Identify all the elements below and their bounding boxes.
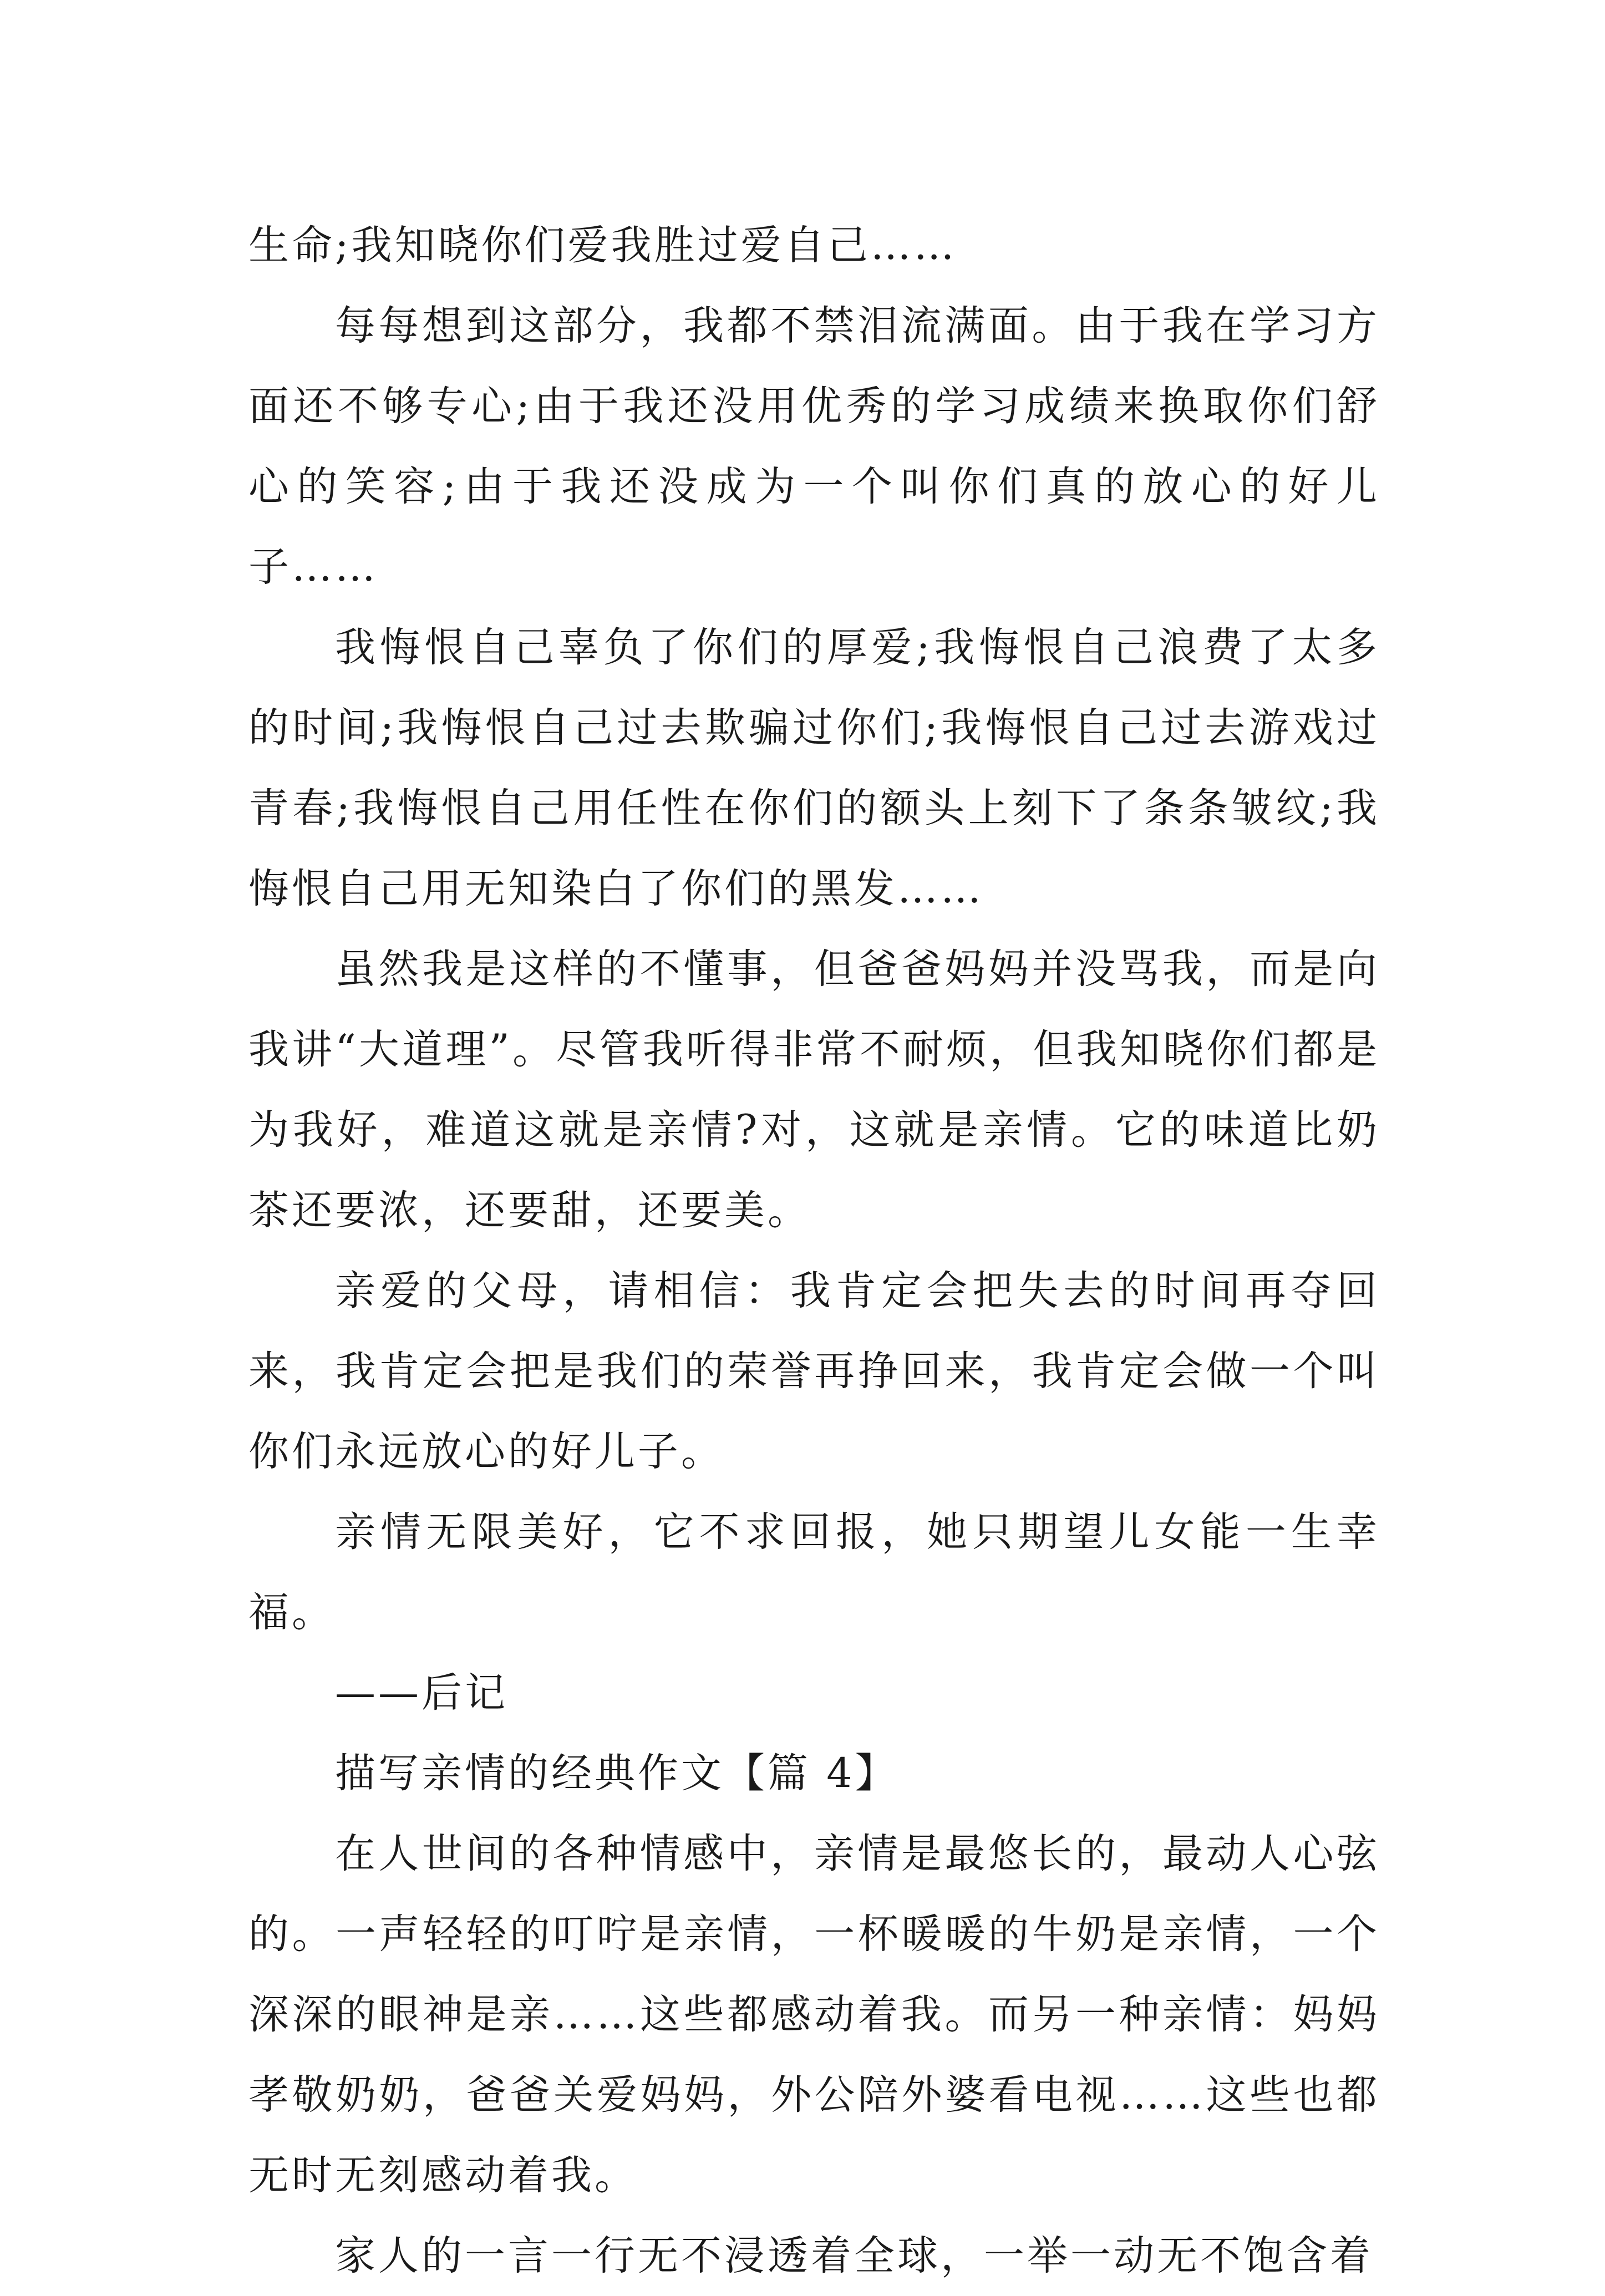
section-heading: 描写亲情的经典作文【篇 4】 xyxy=(335,1750,898,1797)
paragraph-3: 我悔恨自己辜负了你们的厚爱;我悔恨自己浪费了太多的时间;我悔恨自己过去欺骗过你们;我悔恨自己过去游戏过青春;我悔恨自己用任性在你们的额头上刻下了条条皱纹;我悔恨自己用无知染白了你们的黑发…… xyxy=(248,624,1380,912)
paragraph-7: 在人世间的各种情感中，亲情是最悠长的，最动人心弦的。一声轻轻的叮咛是亲情，一杯暖暖的牛奶是亲情，一个深深的眼神是亲……这些都感动着我。而另一种亲情：妈妈孝敬奶奶，爸爸关爱妈妈，外公陪外婆看电视……这些也都无时无刻感动着我。 xyxy=(248,1830,1380,2199)
paragraph-6: 亲情无限美好，它不求回报，她只期望儿女能一生幸福。 xyxy=(248,1508,1380,1636)
paragraph-2: 每每想到这部分，我都不禁泪流满面。由于我在学习方面还不够专心;由于我还没用优秀的学习成绩来换取你们舒心的笑容;由于我还没成为一个叫你们真的放心的好儿子…… xyxy=(248,302,1380,591)
paragraph-5: 亲爱的父母，请相信：我肯定会把失去的时间再夺回来，我肯定会把是我们的荣誉再挣回来，我肯定会做一个叫你们永远放心的好儿子。 xyxy=(248,1267,1380,1475)
paragraph-1: 生命;我知晓你们爱我胜过爱自己…… xyxy=(248,222,957,269)
paragraph-8: 家人的一言一行无不浸透着全球，一举一动无不饱含着 xyxy=(335,2232,1373,2279)
afterword-label: ——后记 xyxy=(335,1669,508,1716)
document-body xyxy=(248,205,1380,2296)
paragraph-4: 虽然我是这样的不懂事，但爸爸妈妈并没骂我，而是向我讲“大道理”。尽管我听得非常不耐烦，但我知晓你们都是为我好，难道这就是亲情?对，这就是亲情。它的味道比奶茶还要浓，还要甜，还要美。 xyxy=(248,946,1380,1234)
